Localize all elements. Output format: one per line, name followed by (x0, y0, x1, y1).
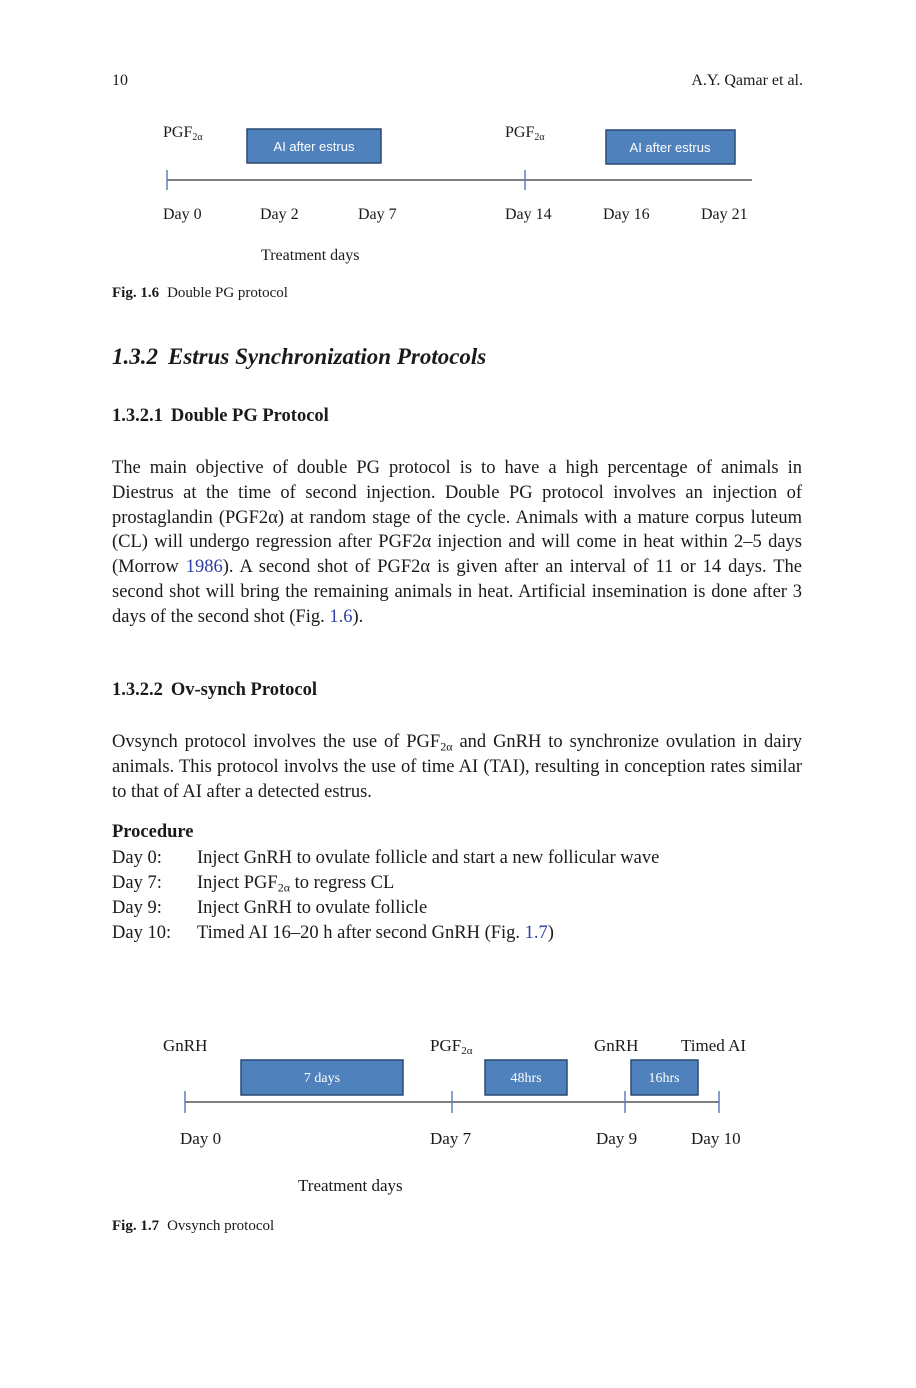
day-label: Day 14 (505, 206, 552, 223)
procedure-list (112, 846, 659, 946)
figure-ref-link[interactable]: 1.6 (329, 606, 353, 627)
box-label: 7 days (303, 1071, 341, 1086)
caption-text: Double PG protocol (167, 285, 288, 301)
running-head: A.Y. Qamar et al. (691, 72, 803, 89)
caption-label: Fig. 1.6 (112, 285, 160, 301)
marker-pgf-2: PGF2α (505, 124, 545, 143)
citation-link[interactable]: 1986 (185, 557, 223, 578)
section-heading (112, 344, 486, 370)
day-label: Day 7 (358, 206, 397, 223)
page-number: 10 (112, 72, 128, 89)
marker-pgf-1: PGF2α (163, 124, 203, 143)
list-item: Day 0: Inject GnRH to ovulate follicle and start a new follicular wave (112, 848, 660, 868)
day-label: Day 7 (430, 1129, 472, 1148)
list-item: Day 10: Timed AI 16–20 h after second GnRH (Fig. 1.7) (112, 923, 554, 943)
figure-ref-link[interactable]: 1.7 (524, 923, 548, 943)
day-label: Day 9 (596, 1129, 638, 1148)
list-item: Day 9: Inject GnRH to ovulate follicle (112, 898, 428, 918)
day-label: Day 0 (163, 206, 202, 223)
marker-timed-ai: Timed AI (681, 1036, 747, 1055)
box-ai-label-1: AI after estrus (273, 139, 355, 154)
day-label: Day 2 (260, 206, 299, 223)
figure-caption-1-6 (112, 285, 288, 302)
day-label: Day 0 (180, 1129, 222, 1148)
figure-double-pg (150, 110, 770, 275)
box-ai-label-2: AI after estrus (629, 140, 711, 155)
caption-label: Fig. 1.7 (112, 1218, 160, 1234)
day-label: Day 10 (691, 1129, 741, 1148)
day-label: Day 16 (603, 206, 650, 223)
paragraph-ovsynch: Ovsynch protocol involves the use of $PGF_{2\alpha}$ and GnRH to synchronize ovulation in dairy animals. This protocol involvs the use of time AI (TAI), resulting in conception rates similar to that of AI after a detected estrus. (112, 732, 803, 802)
ovsynch-timeline (150, 1025, 770, 1205)
marker-pgf: PGF2α (430, 1036, 473, 1057)
marker-gnrh-1: GnRH (163, 1036, 208, 1055)
box-label: 48hrs (510, 1071, 542, 1086)
axis-label: Treatment days (298, 1176, 403, 1195)
figure-ovsynch (150, 1025, 770, 1210)
axis-label: Treatment days (261, 247, 360, 264)
figure-caption-1-7 (112, 1218, 274, 1235)
subsection-heading-double-pg: 1.3.2.1 Double PG Protocol (112, 406, 329, 426)
paragraph-double-pg: The main objective of double PG protocol is to have a high percentage of animals in Diestrus at the time of second injection. Double PG protocol involves an injection of prostaglandin (PGF2α) at random stage of the cycle. Animals with a mature corpus luteum (CL) will undergo regression after PGF2α injection and will come in heat within 2–5 days (Morrow 1986). A second shot of PGF2α is given after an interval of 11 or 14 days. The second shot will bring the remaining animals in heat. Artificial insemination is done after 3 days of the second shot (Fig. 1.6). (112, 458, 802, 627)
double-pg-timeline (150, 110, 770, 270)
section-number: 1.3.2 (112, 344, 158, 369)
list-item: Day 7: Inject $PGF_{2\alpha}$ to regress CL (112, 873, 395, 895)
day-label: Day 21 (701, 206, 748, 223)
subsection-heading-ovsynch: 1.3.2.2 Ov-synch Protocol (112, 680, 317, 700)
box-label: 16hrs (648, 1071, 680, 1086)
marker-gnrh-2: GnRH (594, 1036, 639, 1055)
section-title: Estrus Synchronization Protocols (168, 344, 487, 369)
procedure-title: Procedure (112, 822, 194, 842)
caption-text: Ovsynch protocol (167, 1218, 275, 1234)
